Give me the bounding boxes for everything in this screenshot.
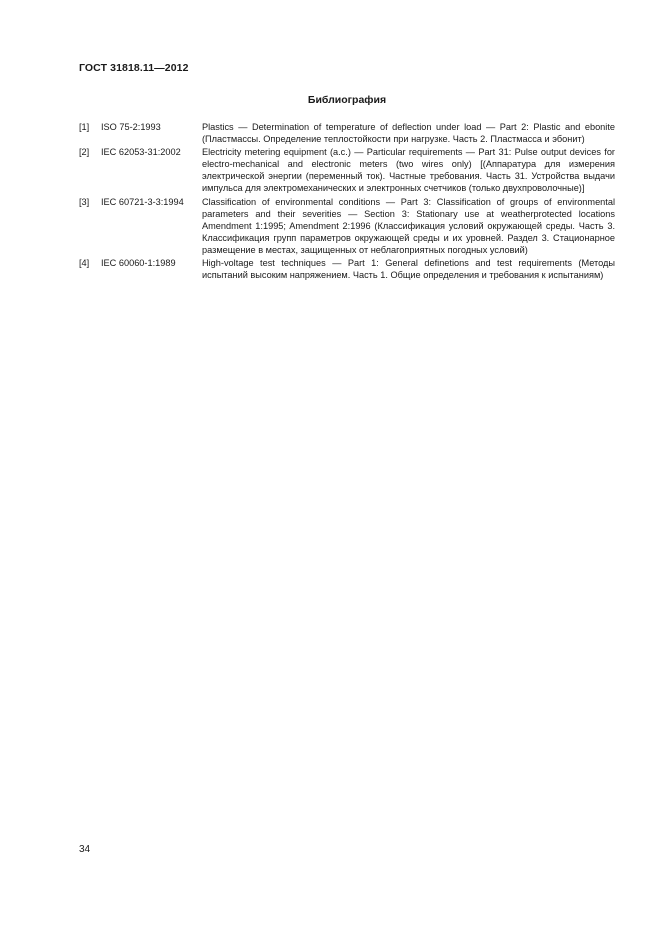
entry-description: High-voltage test techniques — Part 1: General definetions and test requirements (Методы испытаний высоким напряжением. Часть 1. Общие определения и требования к испытаниям) (202, 258, 615, 281)
entry-description: Plastics — Determination of temperature of deflection under load — Part 2: Plastic and ebonite (Пластмассы. Определение теплостойкости при нагрузке. Часть 2. Пластмасса и эбонит) (202, 122, 615, 145)
entry-description: Electricity metering equipment (a.c.) — Particular requirements — Part 31: Pulse output devices for electro-mechanical and electronic meters (two wires only) [(Аппаратура для измерения электрической энергии (переменный ток). Частные требования. Часть 31. Устройства выдачи импульса для электромеханических и электронных счетчиков (только двухпроволочные)] (202, 147, 615, 194)
bibliography-entry (79, 257, 615, 281)
bibliography-list (79, 121, 615, 281)
entry-standard-code: IEC 62053-31:2002 (101, 147, 181, 158)
entry-number: [2] (79, 147, 90, 158)
standard-code-header: ГОСТ 31818.11—2012 (79, 62, 189, 74)
entry-number: [4] (79, 258, 90, 269)
entry-number: [3] (79, 196, 90, 207)
bibliography-entry (79, 196, 615, 256)
entry-description: Classification of environmental conditions — Part 3: Classification of groups of environmental parameters and their severities — Section 3: Stationary use at weatherprotected locations Amendment 1:1995; Amendment 2:1996 (Классификация условий окружающей среды. Часть 3. Классификация групп параметров окружающей среды и их уровней. Раздел 3. Стационарное размещение в местах, защищенных от неблагоприятных погодных условий) (202, 196, 615, 255)
bibliography-entry (79, 121, 615, 145)
entry-number: [1] (79, 122, 90, 132)
page-number: 34 (79, 844, 91, 855)
entry-standard-code: IEC 60060-1:1989 (101, 258, 176, 269)
entry-standard-code: ISO 75-2:1993 (101, 122, 161, 132)
entry-standard-code: IEC 60721-3-3:1994 (101, 196, 184, 207)
bibliography-title: Библиография (307, 94, 387, 106)
bibliography-entry (79, 146, 615, 194)
